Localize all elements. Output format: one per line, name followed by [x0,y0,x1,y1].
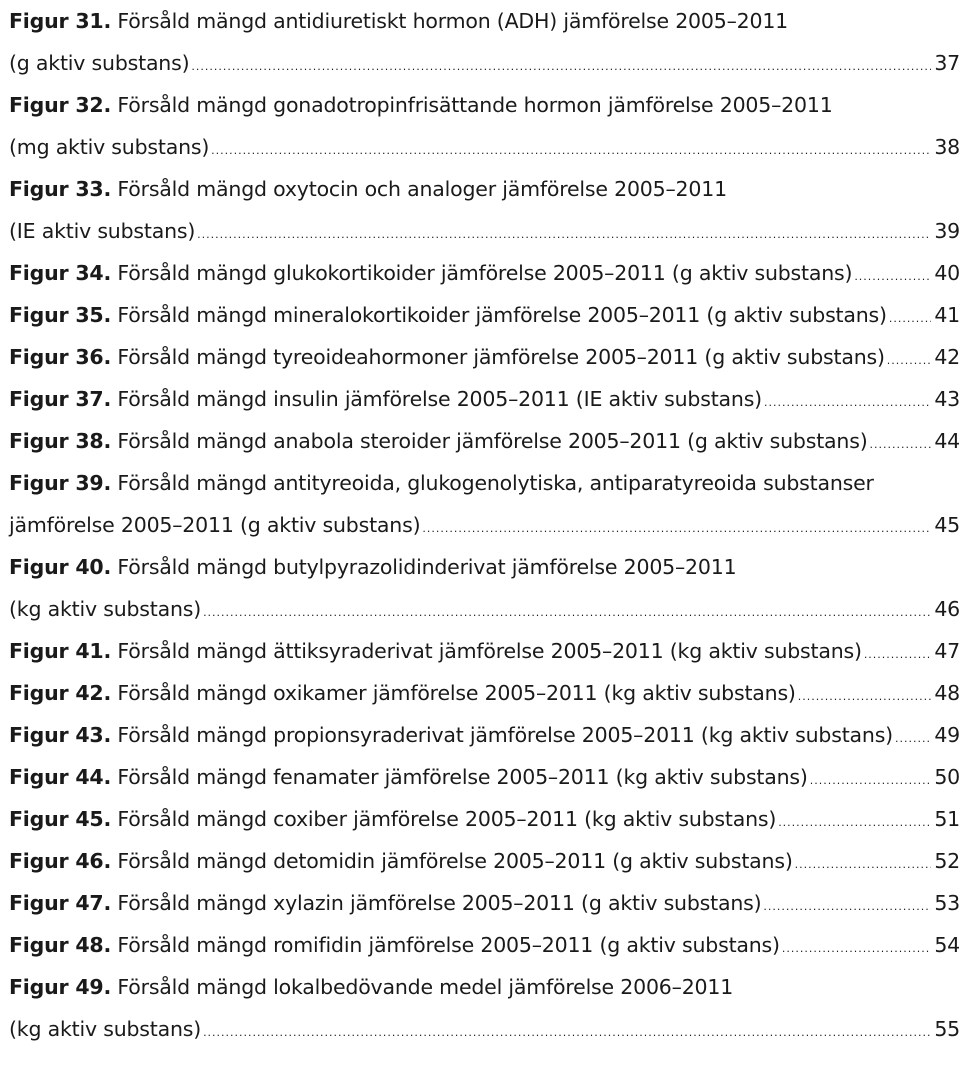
toc-entry-text [9,378,762,420]
toc-entry[interactable] [9,294,960,336]
toc-entry-text [9,462,874,504]
toc-entry-text [9,840,793,882]
figure-title: Försåld mängd fenamater jämförelse 2005–2011 (kg aktiv substans) [117,765,808,789]
toc-entry-line [9,336,960,378]
toc-entry[interactable] [9,924,960,966]
page-number[interactable]: 52 [934,849,960,873]
figure-title: Försåld mängd detomidin jämförelse 2005–2011 (g aktiv substans) [117,849,793,873]
dot-leader [887,340,932,382]
toc-entry-text [9,672,796,714]
figure-label: Figur 39. [9,471,112,495]
toc-entry-line [9,504,960,546]
toc-entry[interactable] [9,378,960,420]
dot-leader [870,424,932,466]
figure-title: Försåld mängd romifidin jämförelse 2005–2011 (g aktiv substans) [117,933,780,957]
toc-entry-text [9,630,862,672]
figure-title: Försåld mängd antidiuretiskt hormon (ADH) jämförelse 2005–2011 [117,9,789,33]
figure-label: Figur 48. [9,933,112,957]
figure-label: Figur 42. [9,681,112,705]
figure-label: Figur 33. [9,177,112,201]
figure-label: Figur 40. [9,555,112,579]
figure-label: Figur 35. [9,303,112,327]
toc-entry-line [9,630,960,672]
toc-entry[interactable] [9,336,960,378]
page-number[interactable]: 50 [934,765,960,789]
toc-entry[interactable] [9,882,960,924]
figure-label: Figur 32. [9,93,112,117]
toc-entry[interactable] [9,840,960,882]
page-number[interactable]: 46 [934,597,960,621]
toc-entry-text [9,336,885,378]
page-number[interactable]: 51 [934,807,960,831]
dot-leader [422,508,931,550]
page-number[interactable]: 40 [934,261,960,285]
figure-title: Försåld mängd oxikamer jämförelse 2005–2011 (kg aktiv substans) [117,681,796,705]
figure-title: Försåld mängd tyreoideahormoner jämförelse 2005–2011 (g aktiv substans) [117,345,885,369]
toc-entry-line [9,840,960,882]
dot-leader [763,886,931,928]
toc-entry-line [9,588,960,630]
figure-title: (g aktiv substans) [9,51,190,75]
toc-entry-line [9,84,960,126]
toc-entry[interactable] [9,714,960,756]
toc-entry-line [9,924,960,966]
toc-entry[interactable] [9,420,960,462]
toc-entry-line [9,756,960,798]
figure-title: jämförelse 2005–2011 (g aktiv substans) [9,513,421,537]
toc-entry-text [9,294,887,336]
toc-entry-text [9,714,893,756]
figure-label: Figur 44. [9,765,112,789]
figure-label: Figur 36. [9,345,112,369]
figure-title: (kg aktiv substans) [9,1017,202,1041]
toc-entry-line [9,462,960,504]
figure-title: Försåld mängd mineralokortikoider jämförelse 2005–2011 (g aktiv substans) [117,303,887,327]
figure-title: (kg aktiv substans) [9,597,202,621]
toc-entry[interactable] [9,84,960,168]
toc-entry[interactable] [9,630,960,672]
dot-leader [810,760,932,802]
figure-title: Försåld mängd glukokortikoider jämförelse 2005–2011 (g aktiv substans) [117,261,853,285]
page-number[interactable]: 37 [934,51,960,75]
page-number[interactable]: 43 [934,387,960,411]
page-number[interactable]: 55 [934,1017,960,1041]
page-number[interactable]: 38 [934,135,960,159]
toc-entry-text [9,504,420,546]
page-number[interactable]: 49 [934,723,960,747]
dot-leader [203,1012,931,1054]
toc-entry-line [9,126,960,168]
figure-title: (mg aktiv substans) [9,135,210,159]
dot-leader [798,676,932,718]
figure-label: Figur 45. [9,807,112,831]
page-number[interactable]: 48 [934,681,960,705]
toc-entry-text [9,1008,201,1050]
toc-entry-text [9,0,788,42]
page-number[interactable]: 42 [934,345,960,369]
toc-entry[interactable] [9,252,960,294]
figure-title: Försåld mängd ättiksyraderivat jämförelse 2005–2011 (kg aktiv substans) [117,639,862,663]
toc-entry-text [9,588,201,630]
figure-label: Figur 47. [9,891,112,915]
toc-entry[interactable] [9,966,960,1050]
toc-entry[interactable] [9,756,960,798]
toc-entry-line [9,798,960,840]
figure-title: Försåld mängd oxytocin och analoger jämförelse 2005–2011 [117,177,727,201]
figure-title: Försåld mängd gonadotropinfrisättande hormon jämförelse 2005–2011 [117,93,833,117]
dot-leader [795,844,932,886]
toc-entry-text [9,798,776,840]
toc-entry-line [9,672,960,714]
page-number[interactable]: 53 [934,891,960,915]
toc-entry-text [9,42,189,84]
figure-title: Försåld mängd lokalbedövande medel jämförelse 2006–2011 [117,975,734,999]
toc-entry-line [9,378,960,420]
toc-entry-text [9,882,761,924]
toc-entry[interactable] [9,546,960,630]
toc-entry-line [9,714,960,756]
page-number[interactable]: 47 [934,639,960,663]
toc-entry[interactable] [9,462,960,546]
page-number[interactable]: 54 [934,933,960,957]
figure-title: Försåld mängd insulin jämförelse 2005–2011 (IE aktiv substans) [117,387,762,411]
toc-entry-text [9,756,808,798]
toc-entry-text [9,546,736,588]
figure-label: Figur 46. [9,849,112,873]
figure-title: Försåld mängd anabola steroider jämförelse 2005–2011 (g aktiv substans) [117,429,868,453]
dot-leader [889,298,931,340]
page-number[interactable]: 45 [934,513,960,537]
toc-entry[interactable] [9,168,960,252]
figure-title: Försåld mängd xylazin jämförelse 2005–2011 (g aktiv substans) [117,891,762,915]
dot-leader [764,382,931,424]
figure-label: Figur 37. [9,387,112,411]
dot-leader [895,718,931,760]
figure-label: Figur 41. [9,639,112,663]
toc-entry-text [9,966,733,1008]
dot-leader [782,928,931,970]
figure-title: Försåld mängd butylpyrazolidinderivat jämförelse 2005–2011 [117,555,737,579]
toc-entry-text [9,210,195,252]
toc-entry-line [9,42,960,84]
toc-entry-line [9,0,960,42]
page-number[interactable]: 41 [934,303,960,327]
toc-entry-line [9,210,960,252]
dot-leader [203,592,931,634]
dot-leader [864,634,932,676]
toc-entry-text [9,126,209,168]
toc-entry-line [9,420,960,462]
figure-label: Figur 38. [9,429,112,453]
toc-entry-text [9,168,727,210]
figure-title: Försåld mängd propionsyraderivat jämförelse 2005–2011 (kg aktiv substans) [117,723,893,747]
dot-leader [854,256,931,298]
toc-entry-text [9,252,852,294]
figure-title: Försåld mängd coxiber jämförelse 2005–2011 (kg aktiv substans) [117,807,777,831]
dot-leader [211,130,931,172]
figure-title: (IE aktiv substans) [9,219,196,243]
toc-entry-text [9,420,868,462]
page-number[interactable]: 44 [934,429,960,453]
toc-entry-line [9,546,960,588]
toc-entry-line [9,1008,960,1050]
toc-entry-line [9,168,960,210]
dot-leader [778,802,931,844]
page-number[interactable]: 39 [934,219,960,243]
toc-entry-text [9,84,833,126]
figure-title: Försåld mängd antityreoida, glukogenolytiska, antiparatyreoida substanser [117,471,874,495]
figure-label: Figur 31. [9,9,112,33]
toc-entry-line [9,252,960,294]
toc-entry[interactable] [9,672,960,714]
dot-leader [197,214,931,256]
toc-entry-line [9,966,960,1008]
toc-entry-line [9,882,960,924]
figure-label: Figur 49. [9,975,112,999]
toc-entry-text [9,924,780,966]
figure-label: Figur 43. [9,723,112,747]
toc-entry[interactable] [9,0,960,84]
figure-label: Figur 34. [9,261,112,285]
dot-leader [191,46,931,88]
toc-entry[interactable] [9,798,960,840]
toc-entry-line [9,294,960,336]
